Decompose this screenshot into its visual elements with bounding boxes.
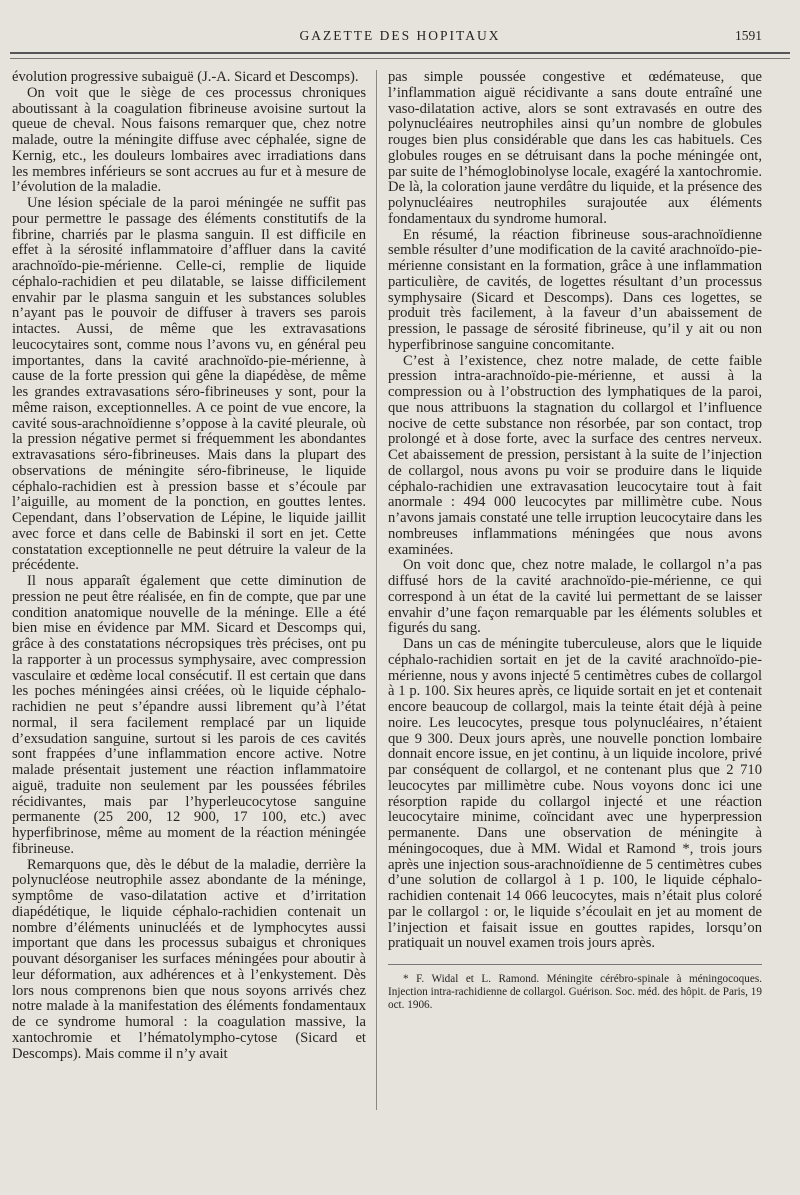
paragraph: Une lésion spéciale de la paroi méningée ne suffit pas pour permettre le passage des éléments constitutifs de la fibrine, charriés par le plasma sanguin. Il est difficile en effet à la sérosité inflammatoire d’affluer dans la cavité arachnoïdo-pie-mérienne. Celle-ci, remplie de liquide céphalo-rachidien et peu dilatable, se laisse difficilement envahir par le plasma sanguin et les substances solubles n’ayant pas le pouvoir de diffuser à travers ses parois intactes. Aussi, de même que les extravasations leucocytaires sont, comme nous l’avons vu, en général peu importantes, dans la cavité arachnoïdo-pie-mérienne, à cause de la forte pression qui gêne la diapédèse, de même les grandes extravasations séro-fibrineuses y sont, pour la même raison, exceptionnelles. A ce point de vue encore, la cavité sous-arachnoïdienne s’oppose à la cavité pleurale, où la pression négative permet si fréquemment les abondantes extravasations séro-fibrineuses. Mais dans la plupart des observations de méningite séro-fibrineuse, le liquide céphalo-rachidien est à pression basse et s’écoule par l’aiguille, au moment de la ponction, en gouttes lentes. Cependant, dans l’observation de Lépine, le liquide jaillit avec force et dans celle de Babinski il sort en jet. Cette constatation exceptionnelle ne peut détruire la valeur de la précédente.: [12, 195, 366, 574]
column-divider: [376, 70, 377, 1110]
paragraph: Il nous apparaît également que cette diminution de pression ne peut être réalisée, en fin de compte, que par une condition anatomique nouvelle de la méninge. Elle a été bien mise en évidence par MM. Sicard et Descomps qui, grâce à des constatations nécropsiques très précises, ont pu la rapporter à un processus symphysaire, avec compression vasculaire et œdème local consécutif. Il est certain que dans les poches méningées ainsi créées, où le liquide céphalo-rachidien ne peut s’épandre aussi librement qu’à l’état normal, il sera facilement remplacé par un liquide d’exsudation sanguine, surtout si les parois de ces cavités sont frappées d’une inflammation encore active. Notre malade présentait justement une réaction inflammatoire aiguë, traduite non seulement par les poussées fébriles récidivantes, mais par l’hyperleucocytose sanguine permanente (25 200, 12 900, 17 100, etc.) avec hyperfibrinose, même au moment de la réaction méningée fibrineuse.: [12, 573, 366, 857]
paragraph: En résumé, la réaction fibrineuse sous-arachnoïdienne semble résulter d’une modification de la cavité arachnoïdo-pie-mérienne consistant en la formation, grâce à une inflammation particulière, de cavités, de logettes résultant d’un processus symphysaire (Sicard et Descomps). Dans ces logettes, se produit très facilement, à la faveur d’un abaissement de pression, le passage de sérosité fibrineuse, qu’il y ait ou non hyperfibrinose sanguine concomitante.: [388, 226, 762, 353]
header-rule-thin: [10, 58, 790, 59]
right-column: [388, 70, 762, 1012]
left-column: [12, 70, 366, 1062]
footnote-rule: [388, 964, 762, 965]
running-title: GAZETTE DES HOPITAUX: [299, 28, 501, 43]
paragraph: On voit donc que, chez notre malade, le collargol n’a pas diffusé hors de la cavité arachnoïdo-pie-mérienne, ce qui correspond à un état de la cavité lui permettant de se laisser envahir d’une façon remarquable par les éléments solubles et figurés du sang.: [388, 557, 762, 637]
paragraph: pas simple poussée congestive et œdémateuse, que l’inflammation aiguë récidivante a sans doute entraîné une vaso-dilatation active, alors se sont extravasés en outre des polynucléaires neutrophiles ainsi qu’un nombre de globules rouges bien plus considérable que dans les cas habituels. Ces globules rouges en se détruisant dans la poche méningée ont, par suite de l’hémoglobinolyse locale, exagéré la xantochromie. De là, la coloration jaune verdâtre du liquide, et la présence des polynucléaires neutrophiles surajoutée aux éléments fondamentaux du syndrome humoral.: [388, 69, 762, 227]
paragraph: Dans un cas de méningite tuberculeuse, alors que le liquide céphalo-rachidien sortait en jet de la cavité arachnoïdo-pie-mérienne, nous y avons injecté 5 centimètres cubes de collargol à 1 p. 100. Six heures après, ce liquide sortait en jet et contenait encore beaucoup de collargol, mais la teinte était déjà à peine noire. Les leucocytes, presque tous polynucléaires, n’étaient que 9 300. Deux jours après, une nouvelle ponction lombaire donnait encore issue, en jet continu, à un liquide incolore, privé par conséquent de collargol, et ne contenant plus que 2 710 leucocytes par millimètre cube. Nous voyons donc ici une résorption rapide du collargol injecté et une réaction leucocytaire minime, coïncidant avec une hyperpression permanente. Dans une observation de méningite à méningocoques, due à MM. Widal et Ramond *, trois jours après une injection sous-arachnoïdienne de 5 centimètres cubes d’une solution de collargol à 1 p. 100, le liquide céphalo-rachidien contenait 14 066 leucocytes, mais n’était plus coloré par le collargol : or, le liquide s’écoulait en jet au moment de l’injection et faisait issue en gouttes rapides, lorsqu’on pratiquait un nouvel examen trois jours après.: [388, 636, 762, 952]
paragraph: C’est à l’existence, chez notre malade, de cette faible pression intra-arachnoïdo-pie-mérienne, et aussi à la compression ou à l’obstruction des lymphatiques de la paroi, que nous attribuons la stagnation du collargol et l’influence nocive de cette substance non résorbée, par son contact, trop prolongé et à dose forte, avec la surface des centres nerveux. Cet abaissement de pression, persistant à la suite de l’injection de collargol, nous avons pu voir se produire dans le liquide céphalo-rachidien une extravasation leucocytaire tout à fait anormale : 494 000 leucocytes par millimètre cube. Nous n’avons jamais constaté une telle irruption leucocytaire dans les nombreuses inflammations méningées que nous avons examinées.: [388, 352, 762, 558]
header-rule-thick: [10, 52, 790, 54]
page-number: 1591: [735, 28, 762, 43]
paragraph: évolution progressive subaiguë (J.-A. Sicard et Descomps).: [12, 69, 359, 85]
footnote: * F. Widal et L. Ramond. Méningite cérébro-spinale à méningocoques. Injection intra-rachidienne de collargol. Guérison. Soc. méd. des hôpit. de Paris, 19 oct. 1906.: [388, 973, 762, 1011]
paragraph: Remarquons que, dès le début de la maladie, derrière la polynucléose neutrophile assez abondante de la méninge, symptôme de vaso-dilatation active et d’irritation diapédétique, le liquide céphalo-rachidien contenait un nombre d’éléments uninucléés et de lymphocytes aussi important que dans les processus subaigus et chroniques pouvant désorganiser les surfaces méningées pour aboutir à leur déformation, aux adhérences et à l’enkystement. Dès lors nous comprenons bien que nous soyons arrivés chez notre malade à la manifestation des éléments fondamentaux de ce syndrome humoral : la coagulation massive, la xantochromie et l’hématolympho-cytose (Sicard et Descomps). Mais comme il n’y avait: [12, 856, 366, 1062]
paragraph: On voit que le siège de ces processus chroniques aboutissant à la coagulation fibrineuse avoisine surtout la queue de cheval. Nous faisons remarquer que, chez notre malade, outre la méningite diffuse avec céphalée, signe de Kernig, etc., les douleurs lombaires avec irradiations dans les membres inférieurs se sont accrues au fur et à mesure de l’évolution de la maladie.: [12, 84, 366, 196]
